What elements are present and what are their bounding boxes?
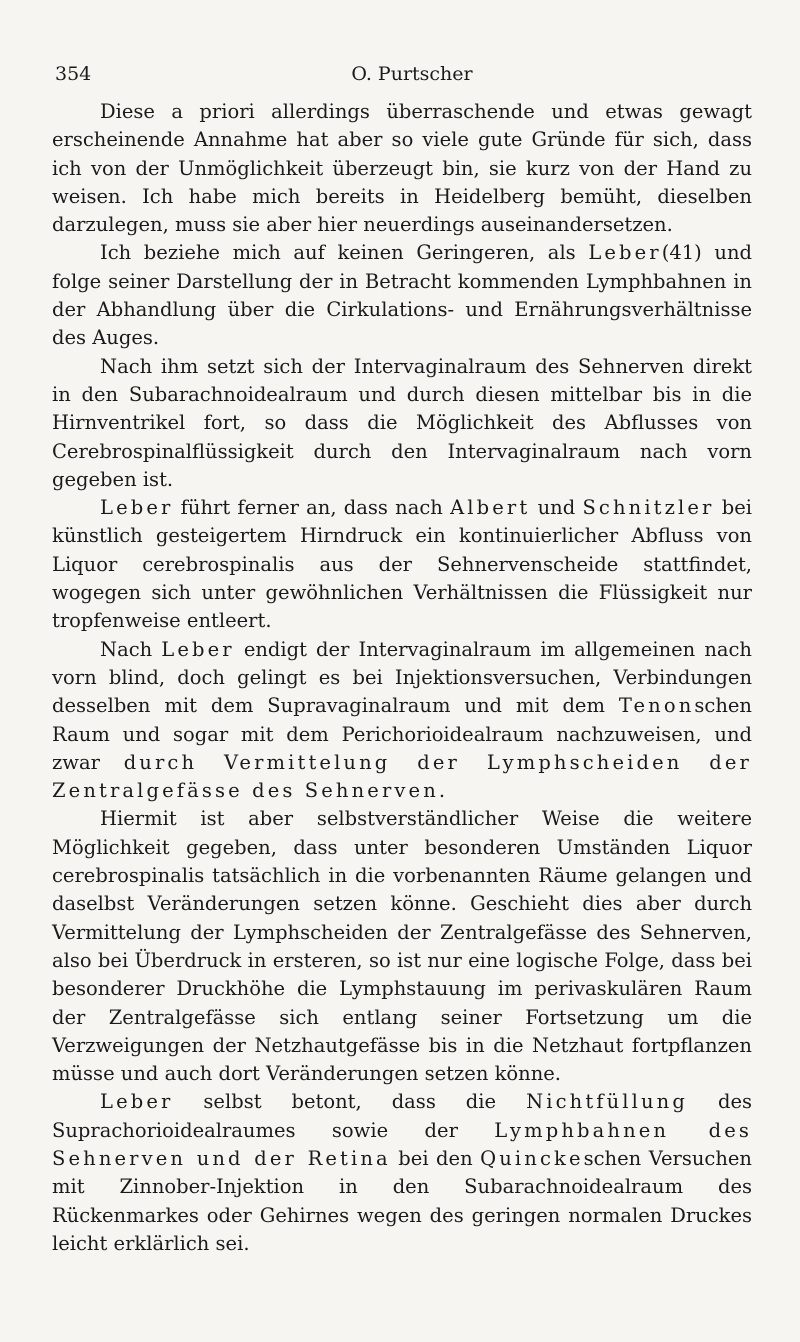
- spaced-name: Tenon: [618, 694, 695, 718]
- paragraph: Diese a priori allerdings überraschende und etwas gewagt erscheinende Annahme hat aber so viele gute Gründe für sich, dass ich von der Unmöglichkeit überzeugt bin, sie kurz von der Hand zu weisen. Ich habe mich bereits in Heidelberg bemüht, dieselben darzulegen, muss sie aber hier neuerdings auseinandersetzen.: [52, 100, 752, 237]
- paragraph: Leber führt ferner an, dass nach Albert und Schnitzler bei künstlich gesteigertem Hirndruck ein kontinuierlicher Abfluss von Liquor cerebrospinalis aus der Sehnervenscheide stattfindet, wogegen sich unter gewöhnlichen Verhältnissen die Flüssigkeit nur tropfenweise entleert.: [52, 496, 752, 633]
- spaced-name: Leber: [588, 241, 662, 265]
- spaced-name: Leber: [100, 496, 174, 520]
- paragraph: Leber selbst betont, dass die Nichtfüllung des Suprachorioidealraumes sowie der Lymphbahnen des Sehnerven und der Retina bei den Quinckeschen Versuchen mit Zinnober-Injektion in den Subarachnoidealraum des Rückenmarkes oder Gehirnes wegen des geringen normalen Druckes leicht erklärlich sei.: [52, 1090, 753, 1255]
- page-header: [52, 60, 752, 88]
- spaced-name: Albert: [450, 496, 531, 520]
- paragraph: Nach ihm setzt sich der Intervaginalraum des Sehnerven direkt in den Subarachnoidealraum und durch diesen mittelbar bis in die Hirnventrikel fort, so dass die Möglichkeit des Abflusses von Cerebrospinalflüssigkeit durch den Intervaginalraum nach vorn gegeben ist.: [52, 354, 752, 491]
- page-number: 354: [55, 63, 92, 85]
- spaced-name: Schnitzler: [582, 496, 715, 520]
- spaced-name: Quincke: [480, 1146, 584, 1170]
- spaced-emphasis: Nichtfüllung: [526, 1090, 688, 1114]
- paragraph: Hiermit ist aber selbstverständlicher Weise die weitere Möglichkeit gegeben, dass unter besonderen Umständen Liquor cerebrospinalis tatsächlich in die vorbenannten Räume gelangen und daselbst Veränderungen setzen könne. Geschieht dies aber durch Vermittelung der Lymphscheiden der Zentralgefässe des Sehnerven, also bei Überdruck in ersteren, so ist nur eine logische Folge, dass bei besonderer Druckhöhe die Lymphstauung im perivaskulären Raum der Zentralgefässe sich entlang seiner Fortsetzung um die Verzweigungen der Netzhautgefässe bis in die Netzhaut fortpflanzen müsse und auch dort Veränderungen setzen könne.: [52, 807, 752, 1086]
- spaced-name: Leber: [161, 637, 235, 661]
- spaced-emphasis: Lymphbahnen des Sehnerven und der Retina: [52, 1118, 753, 1170]
- spaced-name: Leber: [100, 1090, 174, 1114]
- running-title: O. Purtscher: [351, 63, 473, 85]
- paragraph: Nach Leber endigt der Intervaginalraum im allgemeinen nach vorn blind, doch gelingt es bei Injektionsversuchen, Verbindungen desselben mit dem Supravaginalraum und mit dem Tenonschen Raum und sogar mit dem Perichorioidealraum nachzuweisen, und zwar durch Vermittelung der Lymphscheiden der Zentralgefässe des Sehnerven.: [52, 637, 752, 803]
- body-text: [52, 98, 752, 1258]
- spaced-emphasis: durch Vermittelung der Lymphscheiden der Zentralgefässe des Sehnerven: [52, 750, 752, 803]
- paragraph: Ich beziehe mich auf keinen Geringeren, als Leber(41) und folge seiner Darstellung der in Betracht kommenden Lymphbahnen in der Abhandlung über die Cirkulations- und Ernährungsverhältnisse des Auges.: [52, 241, 752, 350]
